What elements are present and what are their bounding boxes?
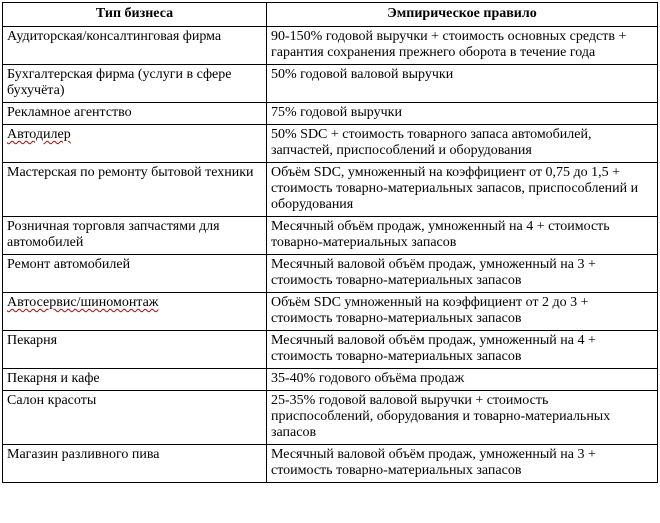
- business-type-cell: Пекарня и кафе: [3, 369, 267, 391]
- table-row: [3, 65, 658, 103]
- business-type-cell: Аудиторская/консалтинговая фирма: [3, 27, 267, 65]
- rule-cell: 90-150% годовой выручки + стоимость основных средств + гарантия сохранения прежнего оборота в течение года: [267, 27, 658, 65]
- business-type-cell: Ремонт автомобилей: [3, 255, 267, 293]
- business-rules-table: [2, 2, 658, 483]
- rule-cell: 35-40% годового объёма продаж: [267, 369, 658, 391]
- business-type-text: Автодилер: [7, 127, 71, 142]
- rule-cell: Месячный валовой объём продаж, умноженный на 4 + стоимость товарно-материальных запасов: [267, 331, 658, 369]
- table-row: [3, 217, 658, 255]
- business-type-cell: Салон красоты: [3, 391, 267, 445]
- business-type-cell: Пекарня: [3, 331, 267, 369]
- rule-cell: Месячный объём продаж, умноженный на 4 + стоимость товарно-материальных запасов: [267, 217, 658, 255]
- table-row: [3, 369, 658, 391]
- business-type-text: Автосервис/шиномонтаж: [7, 295, 159, 310]
- table-row: [3, 331, 658, 369]
- table-row: [3, 391, 658, 445]
- rule-cell: Объём SDC, умноженный на коэффициент от 0,75 до 1,5 + стоимость товарно-материальных запасов, приспособлений и оборудования: [267, 163, 658, 217]
- business-type-cell: Магазин разливного пива: [3, 445, 267, 483]
- table-row: [3, 293, 658, 331]
- rule-cell: 75% годовой выручки: [267, 103, 658, 125]
- table-header-row: [3, 3, 658, 27]
- table-row: [3, 445, 658, 483]
- table-row: [3, 103, 658, 125]
- business-type-cell: Розничная торговля запчастями для автомобилей: [3, 217, 267, 255]
- header-rule: Эмпирическое правило: [267, 3, 658, 27]
- rule-cell: 50% годовой валовой выручки: [267, 65, 658, 103]
- business-type-cell: Бухгалтерская фирма (услуги в сфере бухучёта): [3, 65, 267, 103]
- rule-cell: 25-35% годовой валовой выручки + стоимость приспособлений, оборудования и товарно-материальных запасов: [267, 391, 658, 445]
- table-row: [3, 255, 658, 293]
- rule-cell: Месячный валовой объём продаж, умноженный на 3 + стоимость товарно-материальных запасов: [267, 445, 658, 483]
- rule-cell: Объём SDC умноженный на коэффициент от 2 до 3 + стоимость товарно-материальных запасов: [267, 293, 658, 331]
- table-row: [3, 27, 658, 65]
- header-business-type: Тип бизнеса: [3, 3, 267, 27]
- table-row: [3, 125, 658, 163]
- business-type-cell: Рекламное агентство: [3, 103, 267, 125]
- business-type-cell: [3, 293, 267, 331]
- rule-cell: Месячный валовой объём продаж, умноженный на 3 + стоимость товарно-материальных запасов: [267, 255, 658, 293]
- table-row: [3, 163, 658, 217]
- business-type-cell: Мастерская по ремонту бытовой техники: [3, 163, 267, 217]
- business-type-cell: [3, 125, 267, 163]
- rule-cell: 50% SDC + стоимость товарного запаса автомобилей, запчастей, приспособлений и оборудования: [267, 125, 658, 163]
